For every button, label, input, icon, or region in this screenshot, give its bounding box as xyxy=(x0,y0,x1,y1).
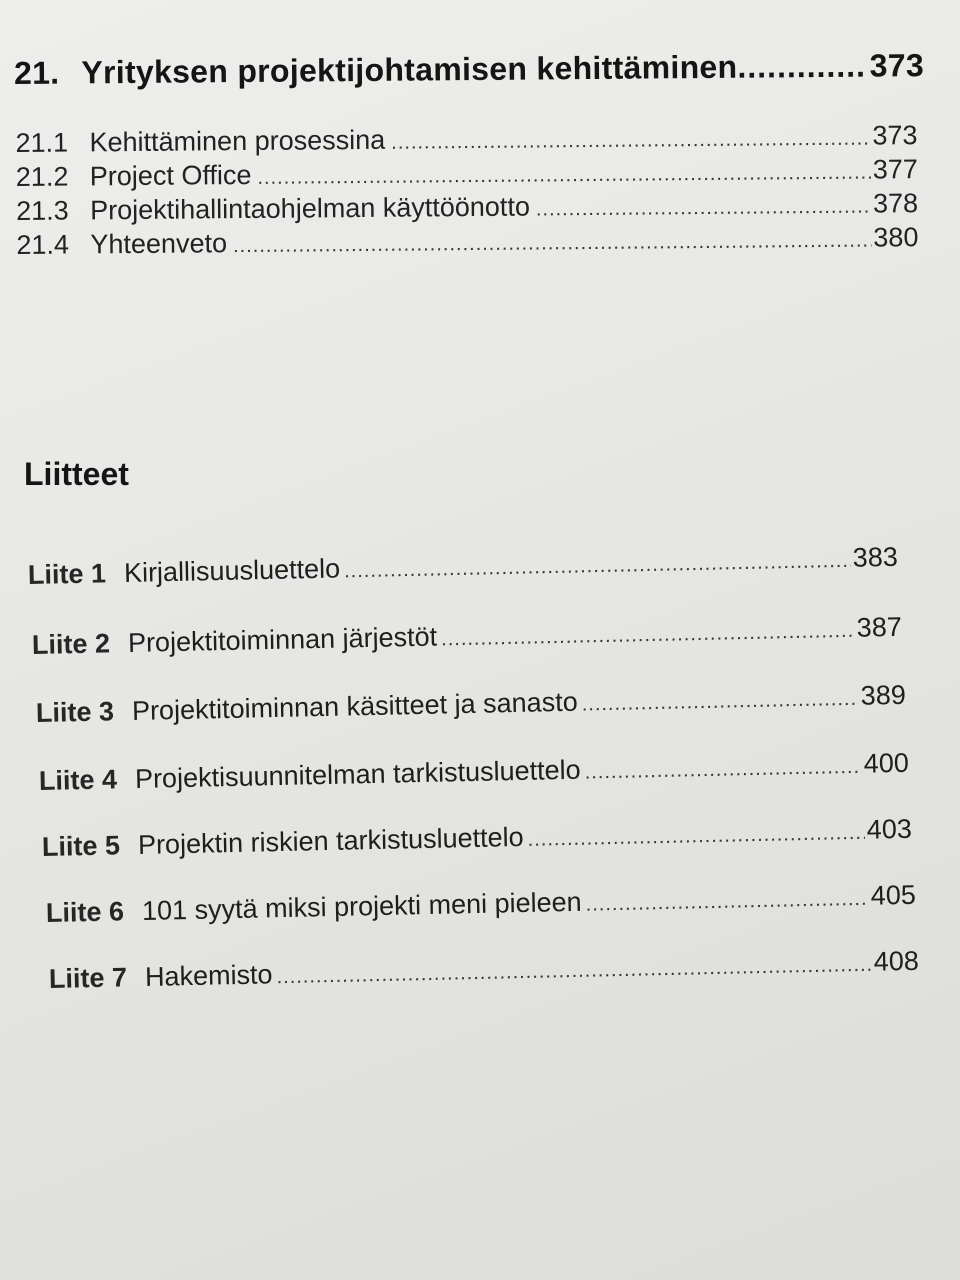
section-number: 21.2 xyxy=(15,161,69,193)
appendix-title: Kirjallisuusluettelo xyxy=(123,553,341,588)
appendix-label: Liite 3 xyxy=(35,696,115,728)
appendix-entry xyxy=(46,880,916,929)
dot-leader xyxy=(737,48,866,86)
dot-leader xyxy=(441,620,855,652)
section-title: Yhteenveto xyxy=(90,228,228,260)
dot-leader xyxy=(584,756,862,785)
dot-leader xyxy=(585,888,869,917)
section-number: 21.1 xyxy=(15,127,69,159)
dot-leader xyxy=(344,550,851,584)
dot-leader xyxy=(257,162,871,190)
chapter-heading xyxy=(14,47,924,92)
appendix-entry xyxy=(28,542,898,591)
appendix-entry xyxy=(32,612,902,661)
appendix-entry xyxy=(39,748,909,797)
chapter-number: 21. xyxy=(13,54,60,91)
section-title: Project Office xyxy=(89,159,252,192)
dot-leader xyxy=(581,688,859,717)
section-page-number: 380 xyxy=(873,222,919,253)
section-title: Projektihallintaohjelman käyttöönotto xyxy=(89,191,531,226)
appendix-entry xyxy=(36,680,906,729)
appendix-entry xyxy=(42,814,912,863)
dot-leader xyxy=(233,230,872,259)
appendix-label: Liite 7 xyxy=(48,962,128,994)
appendix-title: Hakemisto xyxy=(144,959,273,992)
appendix-page-number: 389 xyxy=(860,679,907,711)
section-page-number: 373 xyxy=(872,120,918,151)
section-title: Kehittäminen prosessina xyxy=(89,124,386,158)
appendix-page-number: 403 xyxy=(866,813,913,845)
appendix-page-number: 408 xyxy=(873,945,920,977)
appendix-label: Liite 1 xyxy=(27,558,107,590)
appendix-page-number: 387 xyxy=(856,611,903,643)
appendix-label: Liite 2 xyxy=(31,628,111,660)
appendix-title: Projektisuunnitelman tarkistusluettelo xyxy=(134,754,581,794)
dot-leader xyxy=(276,954,872,989)
appendix-heading: Liitteet xyxy=(24,456,129,492)
appendix-title: 101 syytä miksi projekti meni pieleen xyxy=(141,886,582,926)
chapter-title: Yrityksen projektijohtamisen kehittäminen xyxy=(81,48,738,91)
dot-leader xyxy=(536,196,871,222)
appendix-page-number: 400 xyxy=(863,747,910,779)
section-number: 21.3 xyxy=(16,195,69,226)
appendix-title: Projektitoiminnan käsitteet ja sanasto xyxy=(131,686,578,726)
section-list xyxy=(15,120,918,264)
appendix-title: Projektitoiminnan järjestöt xyxy=(127,621,438,658)
appendix-page-number: 405 xyxy=(870,879,917,911)
section-page-number: 377 xyxy=(872,154,918,185)
toc-entry xyxy=(16,222,918,264)
section-number: 21.4 xyxy=(16,229,70,260)
appendix-label: Liite 4 xyxy=(38,764,118,796)
appendix-entry xyxy=(49,946,919,995)
section-page-number: 378 xyxy=(872,188,919,219)
appendix-label: Liite 6 xyxy=(45,896,125,928)
appendix-title: Projektin riskien tarkistusluettelo xyxy=(137,821,524,860)
chapter-page-number: 373 xyxy=(869,47,925,84)
appendix-label: Liite 5 xyxy=(41,830,121,862)
appendix-page-number: 383 xyxy=(852,541,899,573)
dot-leader xyxy=(391,128,870,155)
dot-leader xyxy=(527,822,865,852)
